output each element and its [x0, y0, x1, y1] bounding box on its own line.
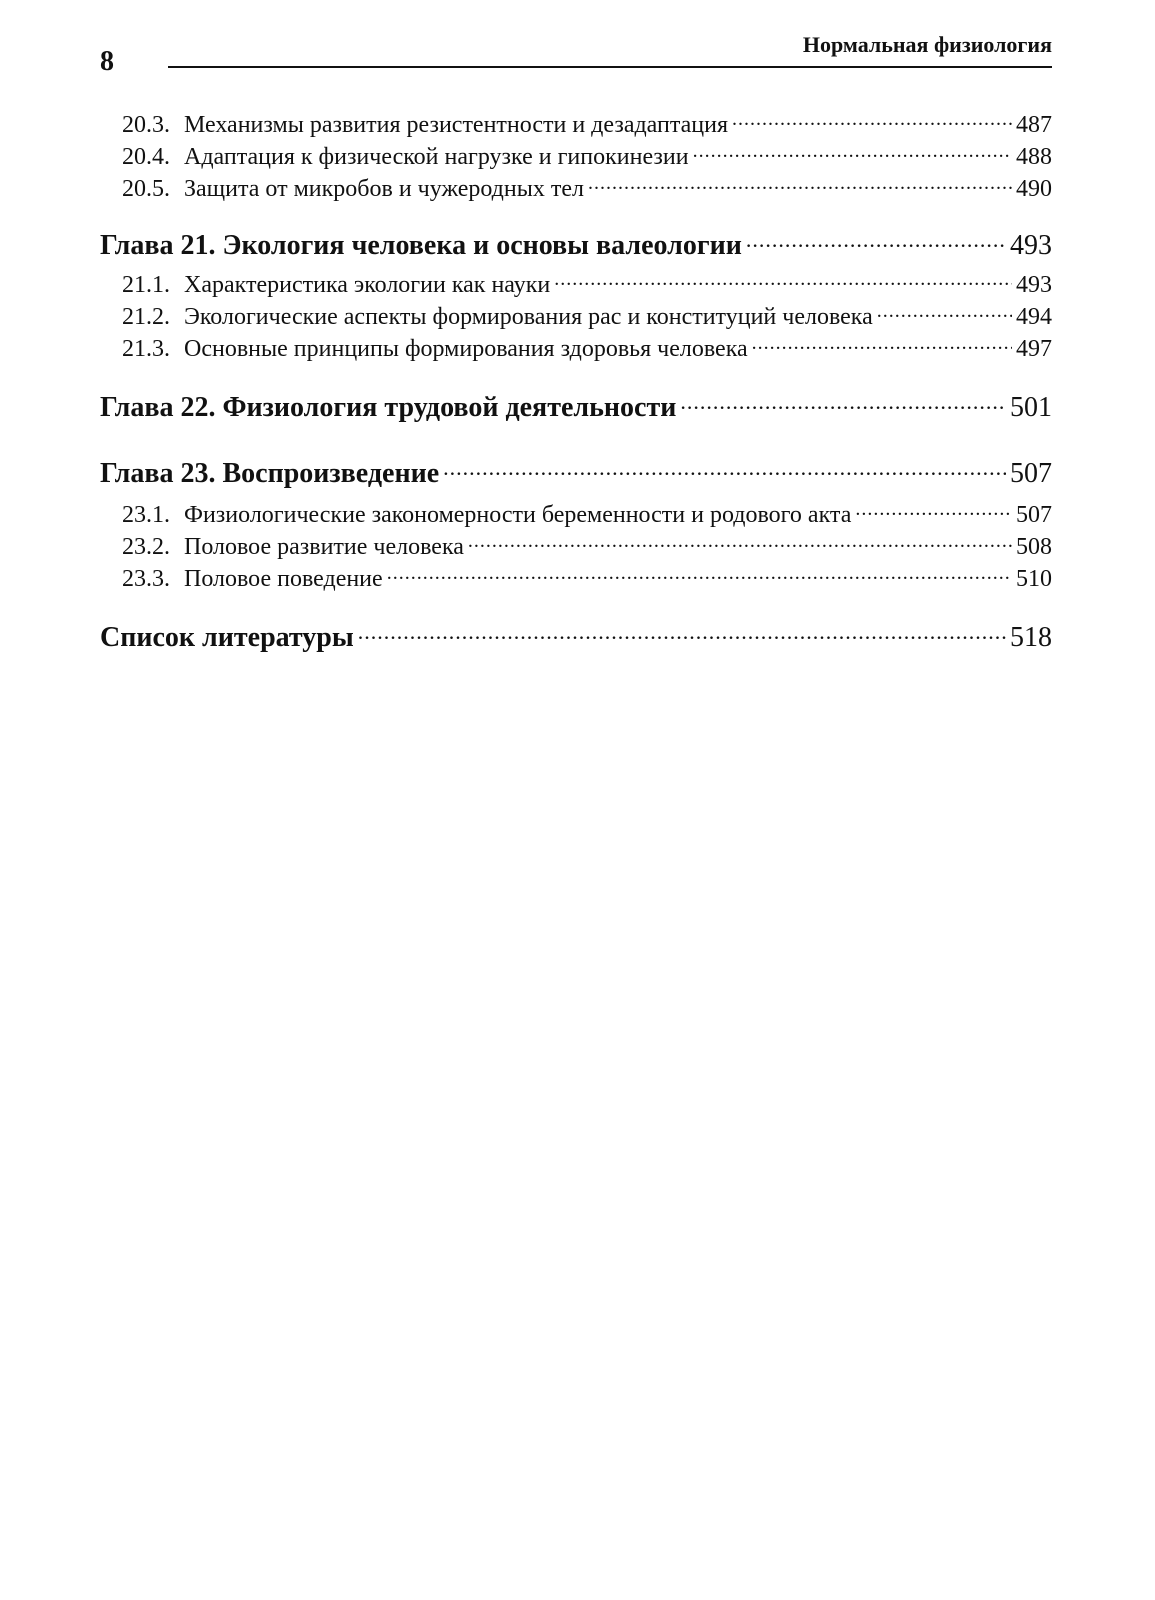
- toc-entry-title: Характеристика экологии как науки: [184, 272, 551, 298]
- dot-leader: [855, 498, 1012, 522]
- dot-leader: [468, 530, 1012, 554]
- toc-entry-23-1[interactable]: [100, 498, 1052, 529]
- toc-entry-page: 494: [1016, 304, 1052, 330]
- toc-entry-number: 20.3.: [122, 112, 170, 138]
- toc-entry-number: 21.2.: [122, 304, 170, 330]
- toc-chapter-23[interactable]: [100, 454, 1052, 490]
- toc-chapter-title: Глава 22. Физиология трудовой деятельности: [100, 392, 677, 423]
- toc-entry-page: 508: [1016, 534, 1052, 560]
- dot-leader: [443, 454, 1006, 482]
- dot-leader: [387, 562, 1012, 586]
- toc-entry-title: Экологические аспекты формирования рас и конституций человека: [184, 304, 873, 330]
- toc-entry-20-4[interactable]: [100, 140, 1052, 171]
- toc-chapter-title: Глава 23. Воспроизведение: [100, 458, 440, 489]
- toc-entry-number: 23.3.: [122, 566, 170, 592]
- dot-leader: [746, 226, 1006, 254]
- dot-leader: [554, 268, 1012, 292]
- toc-chapter-page: 518: [1010, 622, 1052, 653]
- dot-leader: [752, 332, 1012, 356]
- toc-entry-number: 21.1.: [122, 272, 170, 298]
- toc-chapter-page: 507: [1010, 458, 1052, 489]
- toc-entry-20-3[interactable]: [100, 108, 1052, 139]
- toc-chapter-22[interactable]: [100, 388, 1052, 424]
- toc-entry-title: Защита от микробов и чужеродных тел: [184, 176, 584, 202]
- toc-entry-title: Половое развитие человека: [184, 534, 464, 560]
- toc-entry-number: 20.4.: [122, 144, 170, 170]
- toc-entry-title: Адаптация к физической нагрузке и гипокинезии: [184, 144, 689, 170]
- toc-references[interactable]: [100, 618, 1052, 654]
- toc-entry-number: 23.2.: [122, 534, 170, 560]
- toc-entry-title: Механизмы развития резистентности и дезадаптация: [184, 112, 729, 138]
- toc-entry-page: 488: [1016, 144, 1052, 170]
- dot-leader: [732, 108, 1012, 132]
- toc-entry-page: 490: [1016, 176, 1052, 202]
- toc-entry-title: Половое поведение: [184, 566, 383, 592]
- toc-entry-page: 487: [1016, 112, 1052, 138]
- toc-entry-page: 493: [1016, 272, 1052, 298]
- toc-entry-title: Физиологические закономерности беременности и родового акта: [184, 502, 852, 528]
- toc-entry-title: Основные принципы формирования здоровья человека: [184, 336, 748, 362]
- toc-entry-21-3[interactable]: [100, 332, 1052, 363]
- toc-entry-21-1[interactable]: [100, 268, 1052, 299]
- toc-entry-number: 20.5.: [122, 176, 170, 202]
- toc-entry-number: 21.3.: [122, 336, 170, 362]
- toc-entry-page: 507: [1016, 502, 1052, 528]
- toc-entry-number: 23.1.: [122, 502, 170, 528]
- toc-entry-page: 510: [1016, 566, 1052, 592]
- toc-chapter-page: 493: [1010, 230, 1052, 261]
- running-head: Нормальная физиология: [802, 32, 1052, 57]
- toc-entry-20-5[interactable]: [100, 172, 1052, 203]
- header-rule: [168, 66, 1052, 68]
- page-number: 8: [100, 46, 114, 77]
- toc-chapter-page: 501: [1010, 392, 1052, 423]
- dot-leader: [693, 140, 1012, 164]
- dot-leader: [877, 300, 1012, 324]
- dot-leader: [588, 172, 1012, 196]
- toc-chapter-title: Список литературы: [100, 622, 354, 653]
- toc-chapter-21[interactable]: [100, 226, 1052, 262]
- toc-chapter-title: Глава 21. Экология человека и основы валеологии: [100, 230, 742, 261]
- toc-entry-21-2[interactable]: [100, 300, 1052, 331]
- toc-entry-page: 497: [1016, 336, 1052, 362]
- toc-entry-23-3[interactable]: [100, 562, 1052, 593]
- dot-leader: [680, 388, 1006, 416]
- toc-entry-23-2[interactable]: [100, 530, 1052, 561]
- dot-leader: [358, 618, 1006, 646]
